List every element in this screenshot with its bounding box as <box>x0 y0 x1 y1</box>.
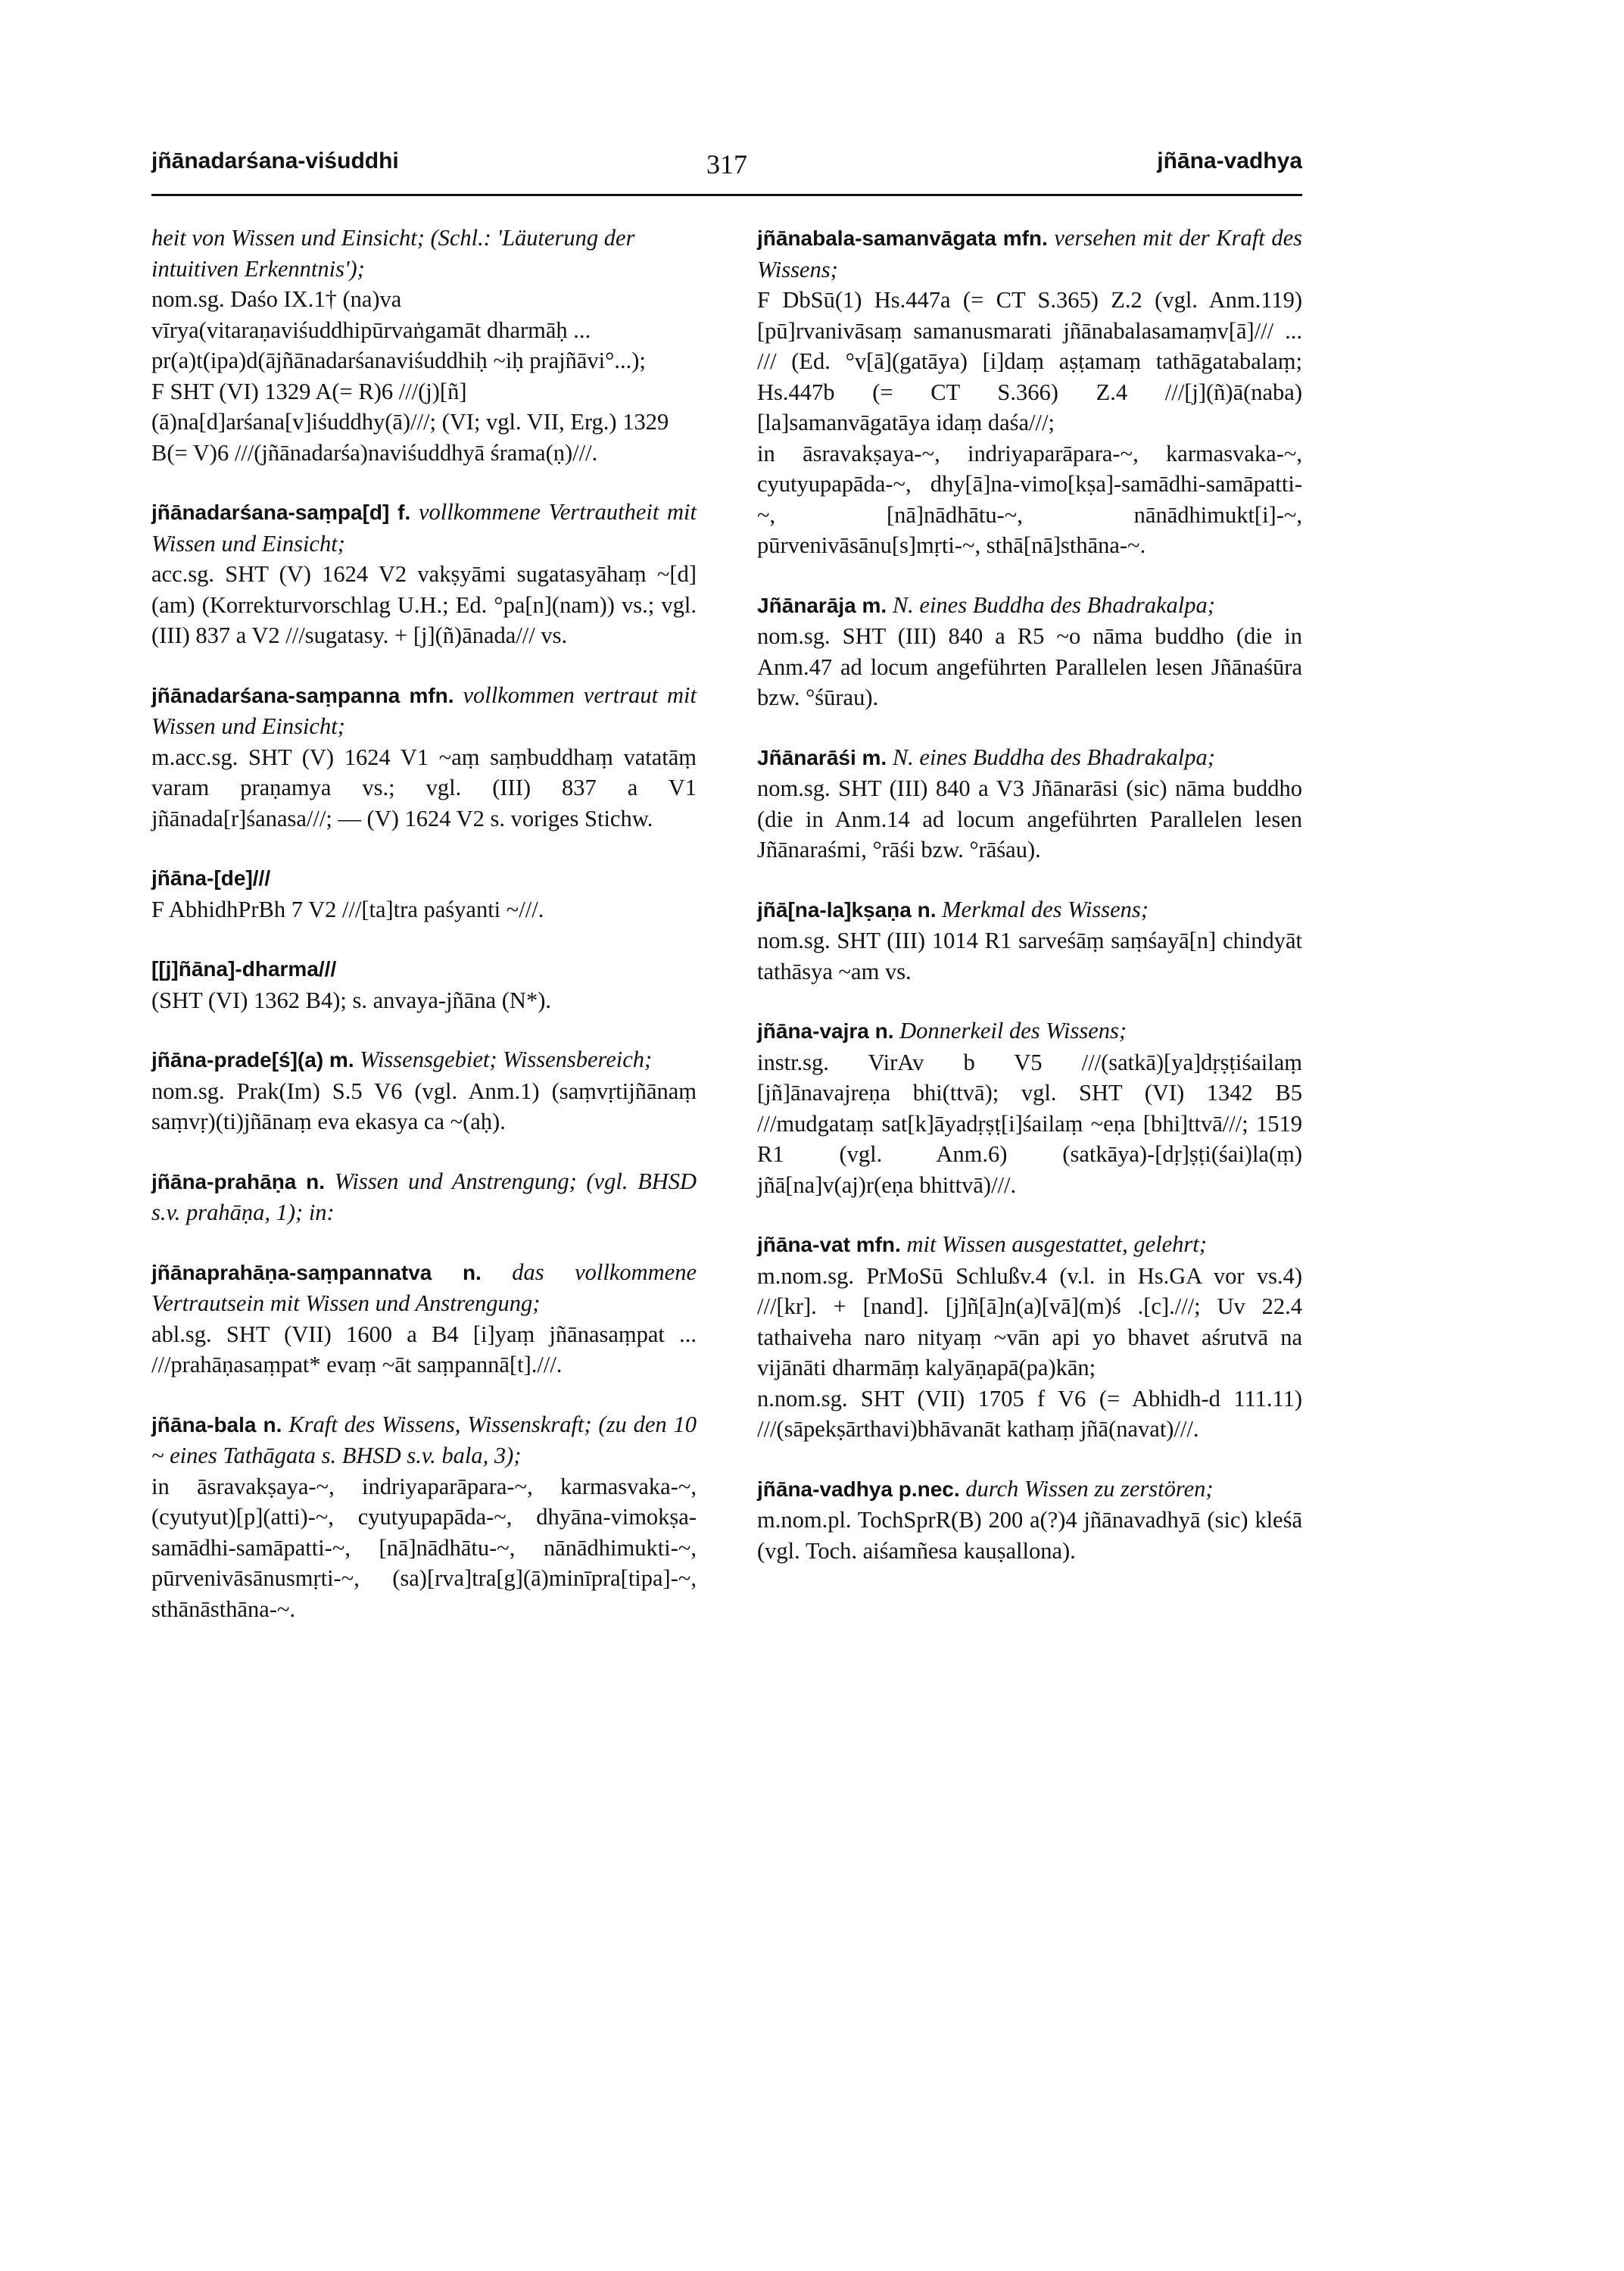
entry-line: in āsravakṣaya-~, indriyaparāpara-~, karmasvaka-~, (cyutyut)[p](atti)-~, cyutyupapāda-~, dhyāna-vimokṣa-samādhi-samāpatti-~, [nā]nādhātu-~, nānādhimukti-~, pūrvenivāsānusmṛti-~, (sa)[rva]tra[g](ā)minīpra[tipa]-~, sthānāsthāna-~. <box>151 1473 697 1622</box>
entry-line: F SHT (VI) 1329 A(= R)6 ///(j)[ñ](ā)na[d]arśana[v]iśuddhy(ā)///; (VI; vgl. VII, Erg.) 1329 B(= V)6 ///(jñānadarśa)naviśuddhyā śrama(ṇ)///. <box>151 378 669 466</box>
entry-headword: Jñānarāja m. <box>757 593 887 617</box>
entry-line: F AbhidhPrBh 7 V2 ///[ta]tra paśyanti ~///. <box>151 896 544 922</box>
entry-head <box>757 590 1302 622</box>
dictionary-entry <box>151 1166 697 1228</box>
entry-gloss: Merkmal des Wissens; <box>942 896 1149 922</box>
running-header <box>151 148 1302 188</box>
entry-head <box>151 1409 697 1471</box>
entry-gloss: das vollkommene Vertrautsein mit Wissen und Anstrengung; <box>151 1259 697 1316</box>
entry-line: nom.sg. Daśo IX.1† (na)va vīrya(vitaraṇaviśuddhipūrvaṅgamāt dharmāḥ ... pr(a)t(ipa)d(ājñānadarśanaviśuddhiḥ ~iḥ prajñāvi°...); <box>151 286 646 373</box>
entry-gloss: Kraft des Wissens, Wissenskraft; (zu den 10 ~ eines Tathāgata s. BHSD s.v. bala, 3); <box>151 1411 697 1468</box>
dictionary-entry <box>757 1015 1302 1200</box>
entry-line: m.acc.sg. SHT (V) 1624 V1 ~aṃ saṃbuddhaṃ vatatāṃ varam praṇamya vs.; vgl. (III) 837 a V1 jñānada[r]śanasa///; — (V) 1624 V2 s. voriges Stichw. <box>151 744 697 831</box>
entry-headword: jñāna-[de]/// <box>151 866 271 890</box>
dictionary-entry <box>151 680 697 834</box>
entry-gloss: versehen mit der Kraft des Wissens; <box>757 225 1302 282</box>
entry-gloss: vollkommene Vertrautheit mit Wissen und Einsicht; <box>151 499 697 557</box>
entry-head <box>151 1044 697 1076</box>
dictionary-entry <box>757 894 1302 987</box>
entry-headword: jñānabala-samanvāgata mfn. <box>757 226 1048 250</box>
entry-head <box>151 953 697 985</box>
left-column <box>151 223 697 1653</box>
left-entries <box>151 497 697 1624</box>
dictionary-entry <box>151 1409 697 1625</box>
entry-headword: jñāna-prade[ś](a) m. <box>151 1048 354 1072</box>
entry-headword: jñāna-bala n. <box>151 1412 282 1437</box>
dictionary-entry <box>151 953 697 1015</box>
header-rule <box>151 194 1302 196</box>
entry-headword: jñāna-vadhya p.nec. <box>757 1477 960 1501</box>
entry-gloss: Wissensgebiet; Wissensbereich; <box>360 1047 653 1072</box>
entry-headword: jñā[na-la]kṣaṇa n. <box>757 897 937 922</box>
entry-head <box>757 742 1302 774</box>
entry-head <box>151 863 697 894</box>
entry-head <box>151 680 697 742</box>
entry-line: n.nom.sg. SHT (VII) 1705 f V6 (= Abhidh-d 111.11) ///(sāpekṣārthavi)bhāvanāt kathaṃ jñā(navat)///. <box>757 1385 1302 1442</box>
entry-head <box>757 1474 1302 1505</box>
entry-line: m.nom.sg. PrMoSū Schlußv.4 (v.l. in Hs.GA vor vs.4) ///[kr]. + [nand]. [j]ñ[ā]n(a)[vā](m)ś .[c].///; Uv 22.4 tathaiveha naro nityaṃ ~vān api yo bhavet aśrutvā na vijānāti dharmāṃ kalyāṇapā(pa)kān; <box>757 1262 1302 1380</box>
entry-head <box>757 894 1302 926</box>
entry-line: (SHT (VI) 1362 B4); s. anvaya-jñāna (N*). <box>151 987 551 1013</box>
dictionary-entry <box>151 1044 697 1137</box>
entry-headword: Jñānarāśi m. <box>757 745 887 769</box>
dictionary-entry <box>151 1257 697 1380</box>
right-column <box>757 223 1302 1595</box>
entry-line: abl.sg. SHT (VII) 1600 a B4 [i]yaṃ jñānasaṃpat ... ///prahāṇasaṃpat* evaṃ ~āt saṃpannā[t].///. <box>151 1321 697 1377</box>
entry-headword: [[j]ñāna]-dharma/// <box>151 957 337 981</box>
entry-line: acc.sg. SHT (V) 1624 V2 vakṣyāmi sugatasyāhaṃ ~[d](am) (Korrekturvorschlag U.H.; Ed. °pa[n](nam)) vs.; vgl. (III) 837 a V2 ///sugatasy. + [j](ñ)ānada/// vs. <box>151 561 697 648</box>
entry-head <box>151 1257 697 1319</box>
dictionary-entry <box>757 1229 1302 1445</box>
entry-headword: jñāna-prahāṇa n. <box>151 1169 326 1193</box>
entry-gloss: durch Wissen zu zerstören; <box>965 1475 1214 1502</box>
entry-headword: jñānadarśana-saṃpa[d] f. <box>151 501 411 524</box>
entry-gloss: mit Wissen ausgestattet, gelehrt; <box>906 1231 1207 1257</box>
entry-headword: jñāna-vajra n. <box>757 1019 894 1043</box>
entry-head <box>757 223 1302 285</box>
entry-gloss: Wissen und Anstrengung; (vgl. BHSD s.v. prahāṇa, 1); in: <box>151 1168 697 1225</box>
entry-head <box>757 1229 1302 1261</box>
entry-gloss: Donnerkeil des Wissens; <box>899 1018 1127 1043</box>
entry-head <box>151 497 697 559</box>
entry-line: in āsravakṣaya-~, indriyaparāpara-~, karmasvaka-~, cyutyupapāda-~, dhy[ā]na-vimo[kṣa]-samādhi-samāpatti-~, [nā]nādhātu-~, nānādhimukt[i]-~, pūrvenivāsānu[s]mṛti-~, sthā[nā]sthāna-~. <box>757 440 1302 558</box>
entry-headword: jñānadarśana-saṃpanna mfn. <box>151 683 454 707</box>
entry-headword: jñāna-vat mfn. <box>757 1233 901 1256</box>
entry-gloss: vollkommen vertraut mit Wissen und Einsicht; <box>151 682 697 739</box>
right-entries <box>757 223 1302 1566</box>
dictionary-entry <box>151 863 697 925</box>
dictionary-entry <box>757 590 1302 713</box>
entry-head <box>757 1015 1302 1047</box>
dictionary-entry <box>151 497 697 651</box>
entry-gloss: N. eines Buddha des Bhadrakalpa; <box>892 591 1215 618</box>
entry-line: nom.sg. Prak(Im) S.5 V6 (vgl. Anm.1) (saṃvṛtijñānaṃ saṃvṛ)(ti)jñānaṃ eva ekasya ca ~(aḥ). <box>151 1078 697 1134</box>
entry-gloss: N. eines Buddha des Bhadrakalpa; <box>892 744 1215 770</box>
entry-head <box>151 1166 697 1228</box>
entry-headword: jñānaprahāṇa-saṃpannatva n. <box>151 1260 482 1284</box>
entry-line: nom.sg. SHT (III) 840 a R5 ~o nāma buddho (die in Anm.47 ad locum angeführten Parallelen lesen Jñānaśūra bzw. °śūrau). <box>757 623 1302 710</box>
header-left-headword: jñānadarśana-viśuddhi <box>151 148 399 173</box>
header-right-headword: jñāna-vadhya <box>1157 148 1302 173</box>
page-number: 317 <box>706 149 747 179</box>
entry-line: F DbSū(1) Hs.447a (= CT S.365) Z.2 (vgl. Anm.119) [pū]rvanivāsaṃ samanusmarati jñānabalasamaṃv[ā]/// ... /// (Ed. °v[ā](gatāya) [i]daṃ aṣṭamaṃ tathāgatabalaṃ; Hs.447b (= CT S.366) Z.4 ///[j](ñ)ā(naba)[la]samanvāgatāya idaṃ daśa///; <box>757 287 1302 435</box>
dictionary-entry <box>757 223 1302 561</box>
entry-line: m.nom.pl. TochSprR(B) 200 a(?)4 jñānavadhyā (sic) kleśā (vgl. Toch. aiśamñesa kauṣallona). <box>757 1507 1302 1564</box>
dictionary-entry <box>757 1474 1302 1567</box>
entry-line: instr.sg. VirAv b V5 ///(satkā)[ya]dṛṣṭiśailaṃ [jñ]ānavajreṇa bhi(ttvā); vgl. SHT (VI) 1342 B5 ///mudgataṃ sat[k]āyadṛṣṭ[i]śailaṃ ~eṇa [bhi]ttvā///; 1519 R1 (vgl. Anm.6) (satkāya)-[dṛ]ṣṭi(śai)la(ṃ) jñā[na]v(aj)r(eṇa bhittvā)///. <box>757 1049 1302 1198</box>
dictionary-entry <box>757 742 1302 866</box>
entry-gloss: heit von Wissen und Einsicht; (Schl.: 'Läuterung der intuitiven Erkenntnis'); <box>151 225 635 282</box>
entry-line: nom.sg. SHT (III) 840 a V3 Jñānarāsi (sic) nāma buddho (die in Anm.14 ad locum angeführten Parallelen lesen Jñānaraśmi, °rāśi bzw. °rāśau). <box>757 775 1302 863</box>
entry-line: nom.sg. SHT (III) 1014 R1 sarveśāṃ saṃśayā[n] chindyāt tathāsya ~am vs. <box>757 928 1302 984</box>
continued-entry <box>151 223 697 468</box>
